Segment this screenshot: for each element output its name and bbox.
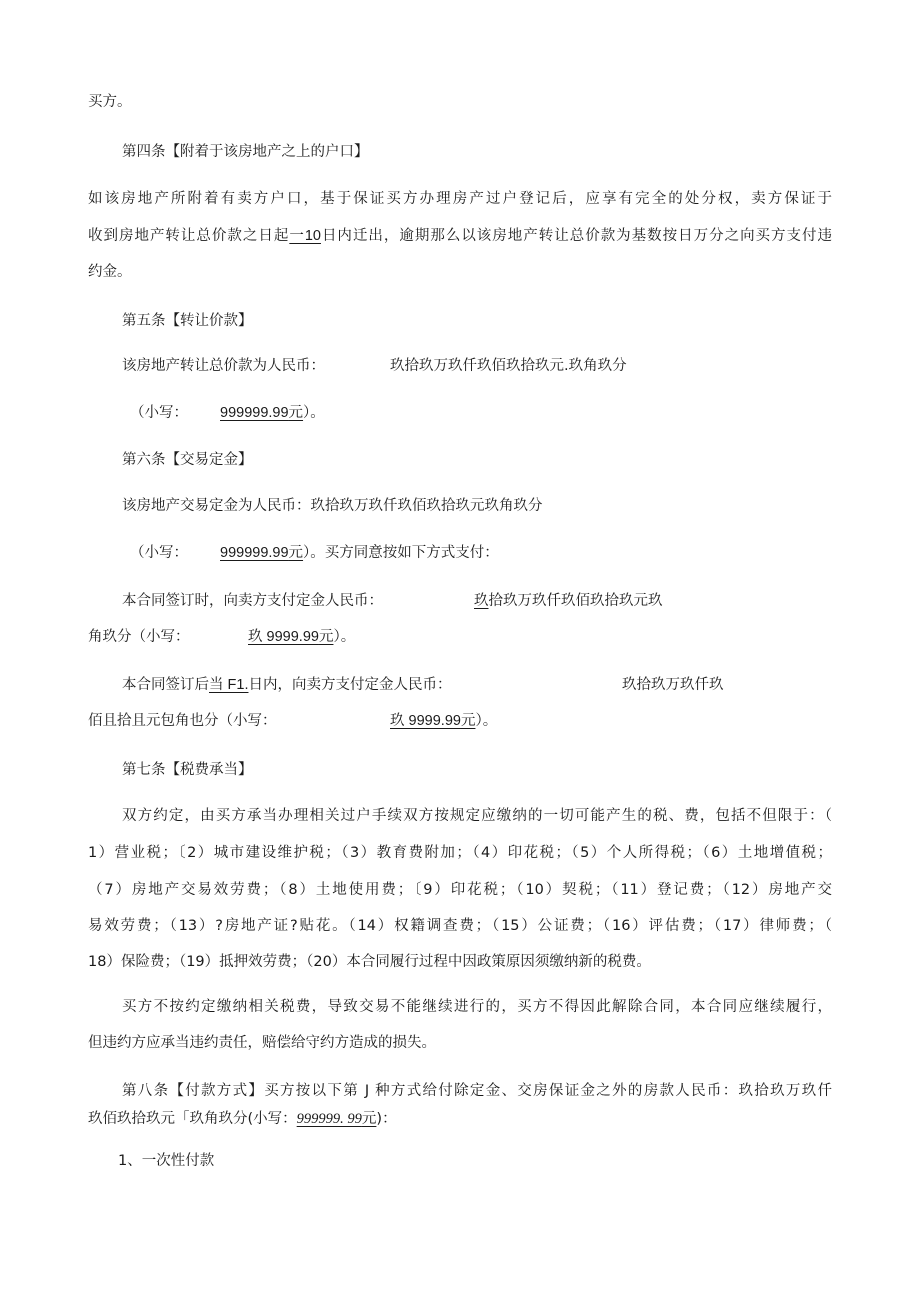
article-7-line-2: 1）营业税；〔2）城市建设维护税；（3）教育费附加；（4）印花税；（5）个人所得税；（6）土地增值税； <box>88 845 832 861</box>
article-4-line-3: 约金。 <box>88 264 132 280</box>
article-6-signing-label: 本合同签订时，向卖方支付定金人民币： <box>122 593 383 609</box>
article-6-signing-underlined: 玖 <box>474 593 489 609</box>
article-4-title: 第四条【附着于该房地产之上的户口】 <box>122 144 369 160</box>
article-5-lowercase-value <box>220 403 325 423</box>
article-4-line-2-suffix: 日内迁出，逾期那么以该房地产转让总价款为基数按日万分之向买方支付违 <box>320 228 833 244</box>
article-6-after-close: ）。 <box>475 713 498 729</box>
article-6-after-signing-label <box>122 675 451 695</box>
article-6-lowercase-label: （小写： <box>130 545 188 561</box>
article-5-amount: 999999.99 <box>220 405 289 421</box>
article-8-amount-unit: 元 <box>361 1111 377 1127</box>
article-7-para-2-line-1: 买方不按约定缴纳相关税费，导致交易不能继续进行的，买方不得因此解除合同，本合同应继续履行， <box>122 999 832 1015</box>
article-8-line-2 <box>88 1109 397 1129</box>
article-8-amount: 999999. 99 <box>296 1111 362 1127</box>
article-6-signing-words-rest: 拾玖万玖仟玖佰玖拾玖元玖 <box>488 593 663 609</box>
article-6-signing-close: ）。 <box>333 629 356 645</box>
article-6-after-tail-label: 佰且拾且元包角也分（小写： <box>88 713 277 729</box>
article-5-title: 第五条【转让价款】 <box>122 313 253 329</box>
article-6-title: 第六条【交易定金】 <box>122 452 253 468</box>
article-6-amount: 999999.99 <box>220 545 289 561</box>
article-4-line-1: 如该房地产所附着有卖方户口，基于保证买方办理房产过户登记后，应享有完全的处分权，卖方保证于 <box>88 191 832 207</box>
article-6-amount-unit: 元 <box>288 545 304 561</box>
article-6-lowercase-value <box>220 543 499 563</box>
article-5-close: ）。 <box>303 405 325 421</box>
article-6-after-amount-unit: 元 <box>460 713 476 729</box>
article-8-line-1: 第八条【付款方式】买方按以下第 J 种方式给付除定金、交房保证金之外的房款人民币：玖拾玖万玖仟 <box>122 1083 832 1099</box>
article-6-after-amount-words: 玖拾玖万玖仟玖 <box>622 677 724 693</box>
article-6-signing-amount-words <box>474 591 663 611</box>
article-7-title: 第七条【税费承当】 <box>122 762 253 778</box>
article-4-days-value: 一10 <box>289 228 321 244</box>
article-6-signing-amount-unit: 元 <box>318 629 334 645</box>
article-4-line-2 <box>88 226 832 246</box>
article-6-after-amount: 玖 9999.99 <box>390 713 461 729</box>
article-5-lowercase-label: （小写： <box>130 405 188 421</box>
article-7-line-1: 双方约定，由买方承当办理相关过户手续双方按规定应缴纳的一切可能产生的税、费，包括不但限于：（ <box>122 808 832 824</box>
article-6-after-days: 当 F1. <box>209 677 249 693</box>
article-6-signing-amount: 玖 9999.99 <box>248 629 319 645</box>
article-8-line-2-close: )： <box>376 1111 397 1127</box>
article-6-deposit-line: 该房地产交易定金为人民币：玖拾玖万玖仟玖佰玖拾玖元玖角玖分 <box>122 498 543 514</box>
article-8-line-2-prefix: 玖佰玖拾玖元「玖角玖分(小写： <box>88 1111 297 1127</box>
article-7-line-3: （7）房地产交易效劳费；（8）土地使用费；〔9）印花税；（10）契税；（11）登记费；（12）房地产交 <box>88 882 832 898</box>
article-5-amount-unit: 元 <box>288 405 304 421</box>
article-7-line-5: 18）保险费；（19）抵押效劳费；（20）本合同履行过程中因政策原因须缴纳新的税费。 <box>88 954 651 970</box>
article-6-signing-tail-value <box>248 627 355 647</box>
article-6-after-tail-value <box>390 711 497 731</box>
article-4-line-2-prefix: 收到房地产转让总价款之日起 <box>88 228 290 244</box>
article-5-price-words: 玖拾玖万玖仟玖佰玖拾玖元.玖角玖分 <box>390 358 627 374</box>
payment-option-1: 1、一次性付款 <box>118 1153 215 1169</box>
article-6-after-suffix: 日内，向卖方支付定金人民币： <box>248 677 452 693</box>
article-6-after-prefix: 本合同签订后 <box>122 677 209 693</box>
article-7-line-4: 易效劳费；（13）?房地产证?贴花。（14）权籍调查费；（15）公证费；（16）评估费；（17）律师费；（ <box>88 918 832 934</box>
article-6-payment-intro: ）。买方同意按如下方式支付： <box>303 545 499 561</box>
article-5-price-label: 该房地产转让总价款为人民币： <box>122 358 325 374</box>
article-7-para-2-line-2: 但违约方应承当违约责任，赔偿给守约方造成的损失。 <box>88 1035 436 1051</box>
paragraph-buyer-end: 买方。 <box>88 94 132 110</box>
article-6-signing-tail-label: 角玖分（小写： <box>88 629 190 645</box>
